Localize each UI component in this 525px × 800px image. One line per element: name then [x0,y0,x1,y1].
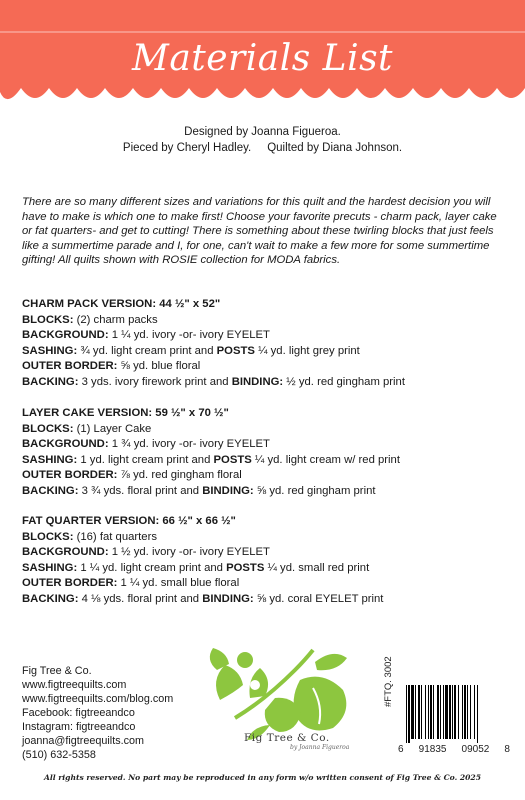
blocks-line: BLOCKS: (1) Layer Cake [22,422,152,435]
email-address: joanna@figtreequilts.com [22,735,144,747]
sashing-line: SASHING: ¾ yd. light cream print and POSTS ¼ yd. light grey print [22,344,360,357]
blocks-line: BLOCKS: (2) charm packs [22,313,158,326]
blog-link: www.figtreequilts.com/blog.com [22,693,174,705]
barcode-bar [454,685,456,739]
credits [0,124,525,156]
barcode-bar [452,685,453,739]
facebook-handle: Facebook: figtreeandco [22,707,135,719]
barcode-number: 6 91835 09052 8 [398,744,510,755]
barcode-bar [430,685,432,739]
barcode-bar [433,685,434,739]
outer-border-line: OUTER BORDER: ⅞ yd. red gingham floral [22,469,242,482]
background-line: BACKGROUND: 1 ¾ yd. ivory -or- ivory EYELET [22,438,270,451]
barcode-bar [437,685,439,739]
designer-credit: Designed by Joanna Figueroa. [184,126,341,138]
outer-border-line: OUTER BORDER: 1 ¼ yd. small blue floral [22,577,240,590]
outer-border-line: OUTER BORDER: ⅝ yd. blue floral [22,360,201,373]
designer-signature: by Joanna Figueroa [290,744,350,751]
section-title: CHARM PACK VERSION: 44 ½" x 52" [22,298,221,310]
company-name: Fig Tree & Co. [22,665,92,677]
barcode-bar [445,685,448,739]
barcode-bar [411,685,414,739]
barcode-bar [428,685,429,739]
instagram-handle: Instagram: figtreeandco [22,721,136,733]
phone-number: (510) 632-5358 [22,749,96,761]
barcode-bar [449,685,451,739]
background-line: BACKGROUND: 1 ½ yd. ivory -or- ivory EYELET [22,546,270,559]
website-link: www.figtreequilts.com [22,679,127,691]
backing-line: BACKING: 3 ¾ yds. floral print and BINDING: ⅝ yd. red gingham print [22,484,376,497]
barcode-bar [408,685,410,743]
charm-pack-section [22,297,512,391]
barcode-bar [421,685,422,739]
barcode-bar [467,685,468,739]
backing-line: BACKING: 4 ⅛ yds. floral print and BINDING: ⅝ yd. coral EYELET print [22,592,384,605]
barcode-bar [462,685,463,739]
fat-quarter-section [22,514,512,608]
sku-label: #FTQ. 3002 [383,656,394,707]
barcode-bar [443,685,444,739]
quilted-credit: Quilted by Diana Johnson. [267,142,403,154]
background-line: BACKGROUND: 1 ¼ yd. ivory -or- ivory EYELET [22,329,270,342]
barcode-bar [470,685,471,739]
barcode-bar [458,685,459,739]
barcode-bar [477,685,478,743]
barcode-bar [425,685,426,739]
pieced-credit: Pieced by Cheryl Hadley. [122,142,252,154]
section-title: FAT QUARTER VERSION: 66 ½" x 66 ½" [22,515,236,527]
title-banner [0,0,525,112]
barcode-bar [415,685,416,739]
brand-name: Fig Tree & Co. [244,732,330,744]
blocks-line: BLOCKS: (16) fat quarters [22,530,157,543]
sashing-line: SASHING: 1 yd. light cream print and POSTS ¼ yd. light cream w/ red print [22,453,400,466]
intro-paragraph: There are so many different sizes and variations for this quilt and the hardest decision you will have to make is which one to make first! Choose your favorite precuts - charm pack, layer cake or fat quarters- and get to cutting! There is something about these twirling blocks that just feels like a summertime parade and I, for one, can't wait to make a few more for some summertime gifting! All quilts shown with ROSIE collection for MODA fabrics. [22,196,497,267]
contact-info [22,664,173,762]
barcode-bar [464,685,466,739]
layer-cake-section [22,406,512,500]
barcode-bar [440,685,441,739]
barcode-bar [474,685,475,739]
sashing-line: SASHING: 1 ¼ yd. light cream print and POSTS ¼ yd. small red print [22,561,370,574]
barcode-bar [406,685,407,743]
section-title: LAYER CAKE VERSION: 59 ½" x 70 ½" [22,407,229,419]
barcode-bar [418,685,420,739]
copyright-notice: All rights reserved. No part may be reproduced in any form w/o written consent of Fig Tree & Co. 2025 [43,773,481,782]
backing-line: BACKING: 3 yds. ivory firework print and BINDING: ½ yd. red gingham print [22,375,405,388]
page-title: Materials List [131,38,394,79]
barcode [404,685,504,743]
